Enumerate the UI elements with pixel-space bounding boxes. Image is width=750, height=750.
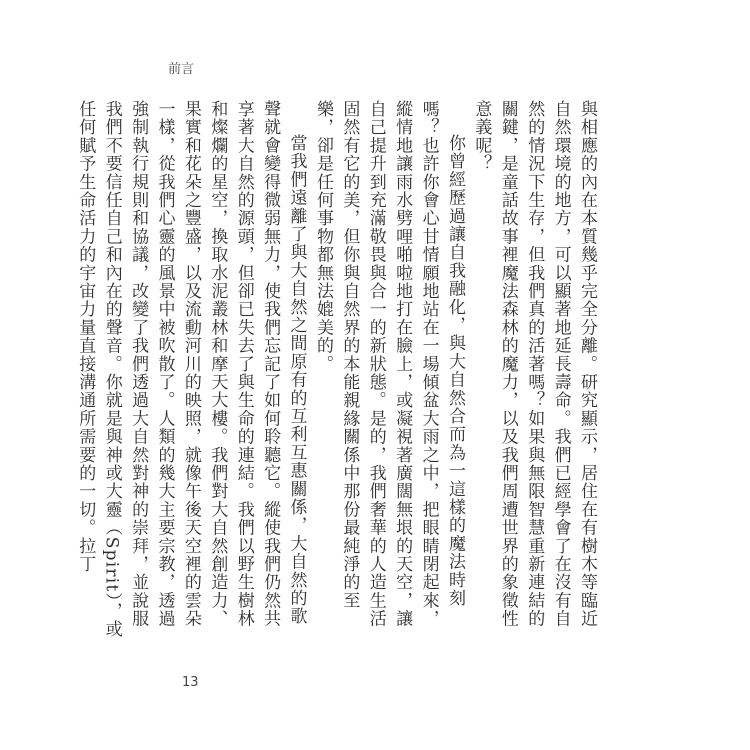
paragraph-1: 與相應的內在本質幾乎完全分離。研究顯示，居住在有樹木等臨近自然環境的地方，可以顯著地延長壽命。我們已經學會了在沒有自然的情況下生存，但我們真的活著嗎？如果與無限智慧重新連結的關鍵，是童話故事裡魔法森林的魔力，以及我們周遭世界的象徵性意義呢？: [471, 100, 597, 628]
paragraph-3: 當我們遠離了與大自然之間原有的互利互惠關係，大自然的歌聲就會變得微弱無力，使我們忘記了如何聆聽它。縱使我們仍然共享著大自然的源頭，但卻已失去了與生命的連結。我們以野生樹林和燦爛的星空，換取水泥叢林和摩天大樓。我們對大自然創造力、果實和花朵之豐盛，以及流動河川的映照，就像午後天空裡的雲朵一樣，從我們心靈的風景中被吹散了。人類的幾大主要宗教，透過強制執行規則和協議，改變了我們透過大自然對神的崇拜，並說服我們不要信任自己和內在的聲音。你就是與神或大靈（Spirit），或任何賦予生命活力的宇宙力量直接溝通所需要的一切。拉丁: [75, 100, 307, 639]
body-text: [75, 100, 600, 640]
page-number: 13: [182, 675, 199, 690]
chapter-header: 前言: [168, 62, 195, 77]
paragraph-2: 你曾經歷過讓自我融化，與大自然合而為一這樣的魔法時刻嗎？也許你會心甘情願地站在一場傾盆大雨之中，把眼睛閉起來，縱情地讓雨水劈哩啪啦地打在臉上，或凝視著廣闊無垠的天空，讓自己提升到充滿敬畏與合一的新狀態。是的，我們奢華的人造生活固然有它的美，但你與自然界的本能親緣關係中那份最純淨的至樂，卻是任何事物都無法媲美的。: [312, 100, 465, 628]
